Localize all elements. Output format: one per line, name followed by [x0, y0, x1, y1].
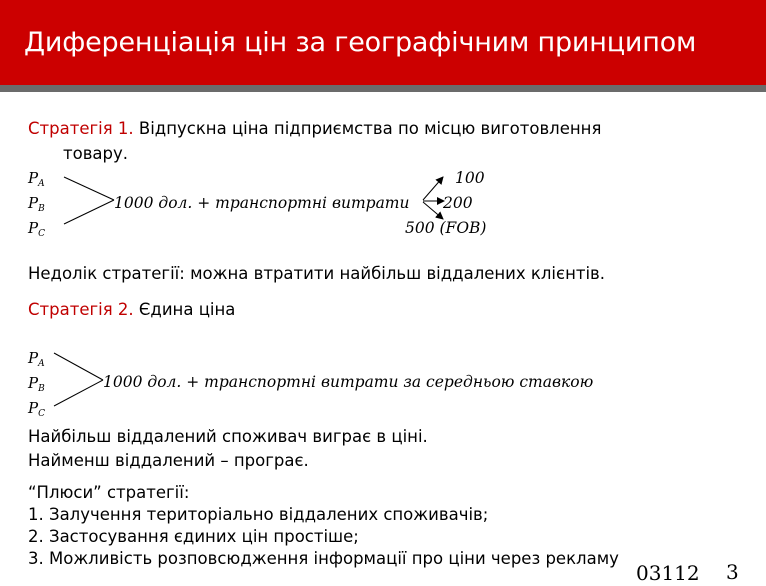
uniform-price-a: $P_A$: [28, 349, 45, 369]
price-c: $P_C$: [28, 219, 45, 239]
strategy1-formula: 1000 дол. + транспортні витрати: [114, 194, 410, 212]
price-a: $P_A$: [28, 169, 45, 189]
footer-code: 03112: [636, 561, 700, 585]
strategy1-label: Стратегія 1.: [28, 119, 134, 138]
strategy1-bracket: [64, 177, 114, 224]
strategy2-win: Найбільш віддалений споживач виграє в ціні.: [28, 427, 428, 446]
pros-item-1: 1. Залучення територіально віддалених споживачів;: [28, 505, 489, 524]
strategy2-bracket: [54, 353, 103, 406]
uniform-price-b: $P_B$: [28, 374, 45, 394]
value-c: 500 (FOB): [405, 219, 487, 237]
strategy1-text: Відпускна ціна підприємства по місцю виготовлення: [138, 119, 602, 138]
pros-item-2: 2. Застосування єдиних цін простіше;: [28, 527, 359, 546]
pros-title: “Плюси” стратегії:: [28, 483, 190, 502]
strategy1-text-cont: товару.: [63, 144, 129, 163]
pros-item-3: 3. Можливість розповсюдження інформації про ціни через рекламу: [28, 549, 619, 568]
value-a: 100: [455, 169, 485, 187]
uniform-price-c: $P_C$: [28, 399, 45, 419]
value-b: 200: [443, 194, 473, 212]
strategy2-label: Стратегія 2.: [28, 300, 134, 319]
strategy2-title: Єдина ціна: [138, 300, 236, 319]
page-number: 3: [726, 560, 739, 584]
slide-title: Диференціація цін за географічним принципом: [24, 27, 697, 58]
price-b: $P_B$: [28, 194, 45, 214]
strategy1-drawback: Недолік стратегії: можна втратити найбільш віддалених клієнтів.: [28, 264, 606, 283]
strategy1-arrows: [423, 177, 444, 219]
strategy2-lose: Найменш віддалений – програє.: [28, 451, 309, 470]
strategy2-formula: 1000 дол. + транспортні витрати за середньою ставкою: [103, 373, 594, 391]
